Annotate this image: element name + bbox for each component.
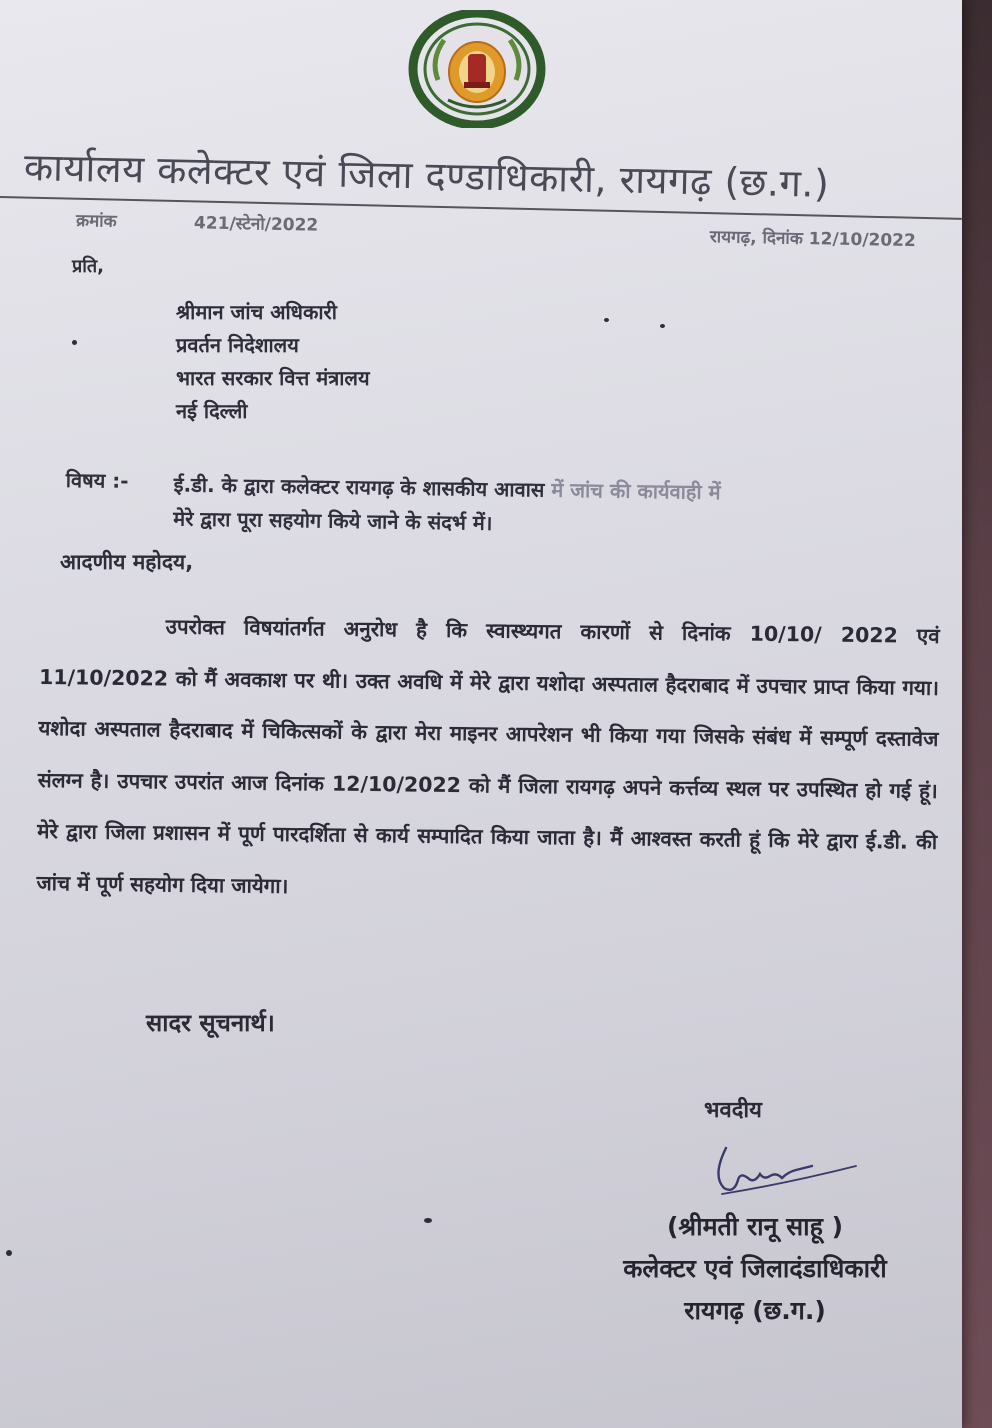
closing-line: सादर सूचनार्थ। [146,1009,275,1037]
address-line: श्रीमान जांच अधिकारी [176,300,337,324]
ink-speck [72,340,77,345]
salutation: आदणीय महोदय, [60,550,194,574]
address-line: नई दिल्ली [176,399,248,423]
place-date: रायगढ़, दिनांक 12/10/2022 [709,227,916,252]
state-emblem-seal-icon [408,10,546,128]
signoff-bhavadiya: भवदीय [704,1098,762,1123]
ink-speck [424,1218,432,1223]
signatory-name: (श्रीमती रानू साहू ) [666,1212,844,1241]
handwritten-signature [704,1136,864,1206]
letterhead-title: कार्यालय कलेक्टर एवं जिला दण्डाधिकारी, रायगढ़ (छ.ग.) [23,145,830,206]
address-line: भारत सरकार वित्त मंत्रालय [176,366,370,390]
subject-label: विषय :- [65,467,129,493]
subject-text [173,468,914,546]
address-line: प्रवर्तन निदेशालय [176,333,299,357]
letter-body: उपरोक्त विषयांतर्गत अनुरोध है कि स्वास्थ्यगत कारणों से दिनांक 10/10/ 2022 एवं 11/10/2022 को मैं अवकाश पर थी। उक्त अवधि में मेरे द्वारा यशोदा अस्पताल हैदराबाद में उपचार प्राप्त किया गया। यशोदा अस्पताल हैदराबाद में चिकित्सकों के द्वारा मेरा माइनर आपरेशन भी किया गया जिसके संबंध में सम्पूर्ण दस्तावेज संलग्न है। उपचार उपरांत आज दिनांक 12/10/2022 को मैं जिला रायगढ़ अपने कर्त्तव्य स्थल पर उपस्थित हो गई हूं। मेरे द्वारा जिला प्रशासन में पूर्ण पारदर्शिता से कार्य सम्पादित किया जाता है। मैं आश्वस्त करती हूं कि मेरे द्वारा ई.डी. की जांच में पूर्ण सहयोग दिया जायेगा। [36,614,940,898]
reference-label: क्रमांक [75,211,117,232]
signatory-designation: कलेक्टर एवं जिलादंडाधिकारी [623,1254,887,1283]
subject-block [65,466,926,535]
ink-speck [660,324,665,328]
subject-text-faint: में जांच की कार्यवाही में [544,477,721,505]
signatory-block [570,1206,940,1332]
recipient-prefix: प्रति, [72,256,105,277]
ink-speck [6,1250,12,1256]
subject-text-line2: मेरे द्वारा पूरा सहयोग किये जाने के संदर्भ में। [173,506,493,535]
ink-speck [604,318,609,322]
recipient-address [176,296,370,428]
subject-text-main: ई.डी. के द्वारा कलेक्टर रायगढ़ के शासकीय आवास [173,472,545,502]
signatory-place: रायगढ़ (छ.ग.) [684,1296,826,1325]
reference-number: 421/स्टेनो/2022 [193,213,319,236]
